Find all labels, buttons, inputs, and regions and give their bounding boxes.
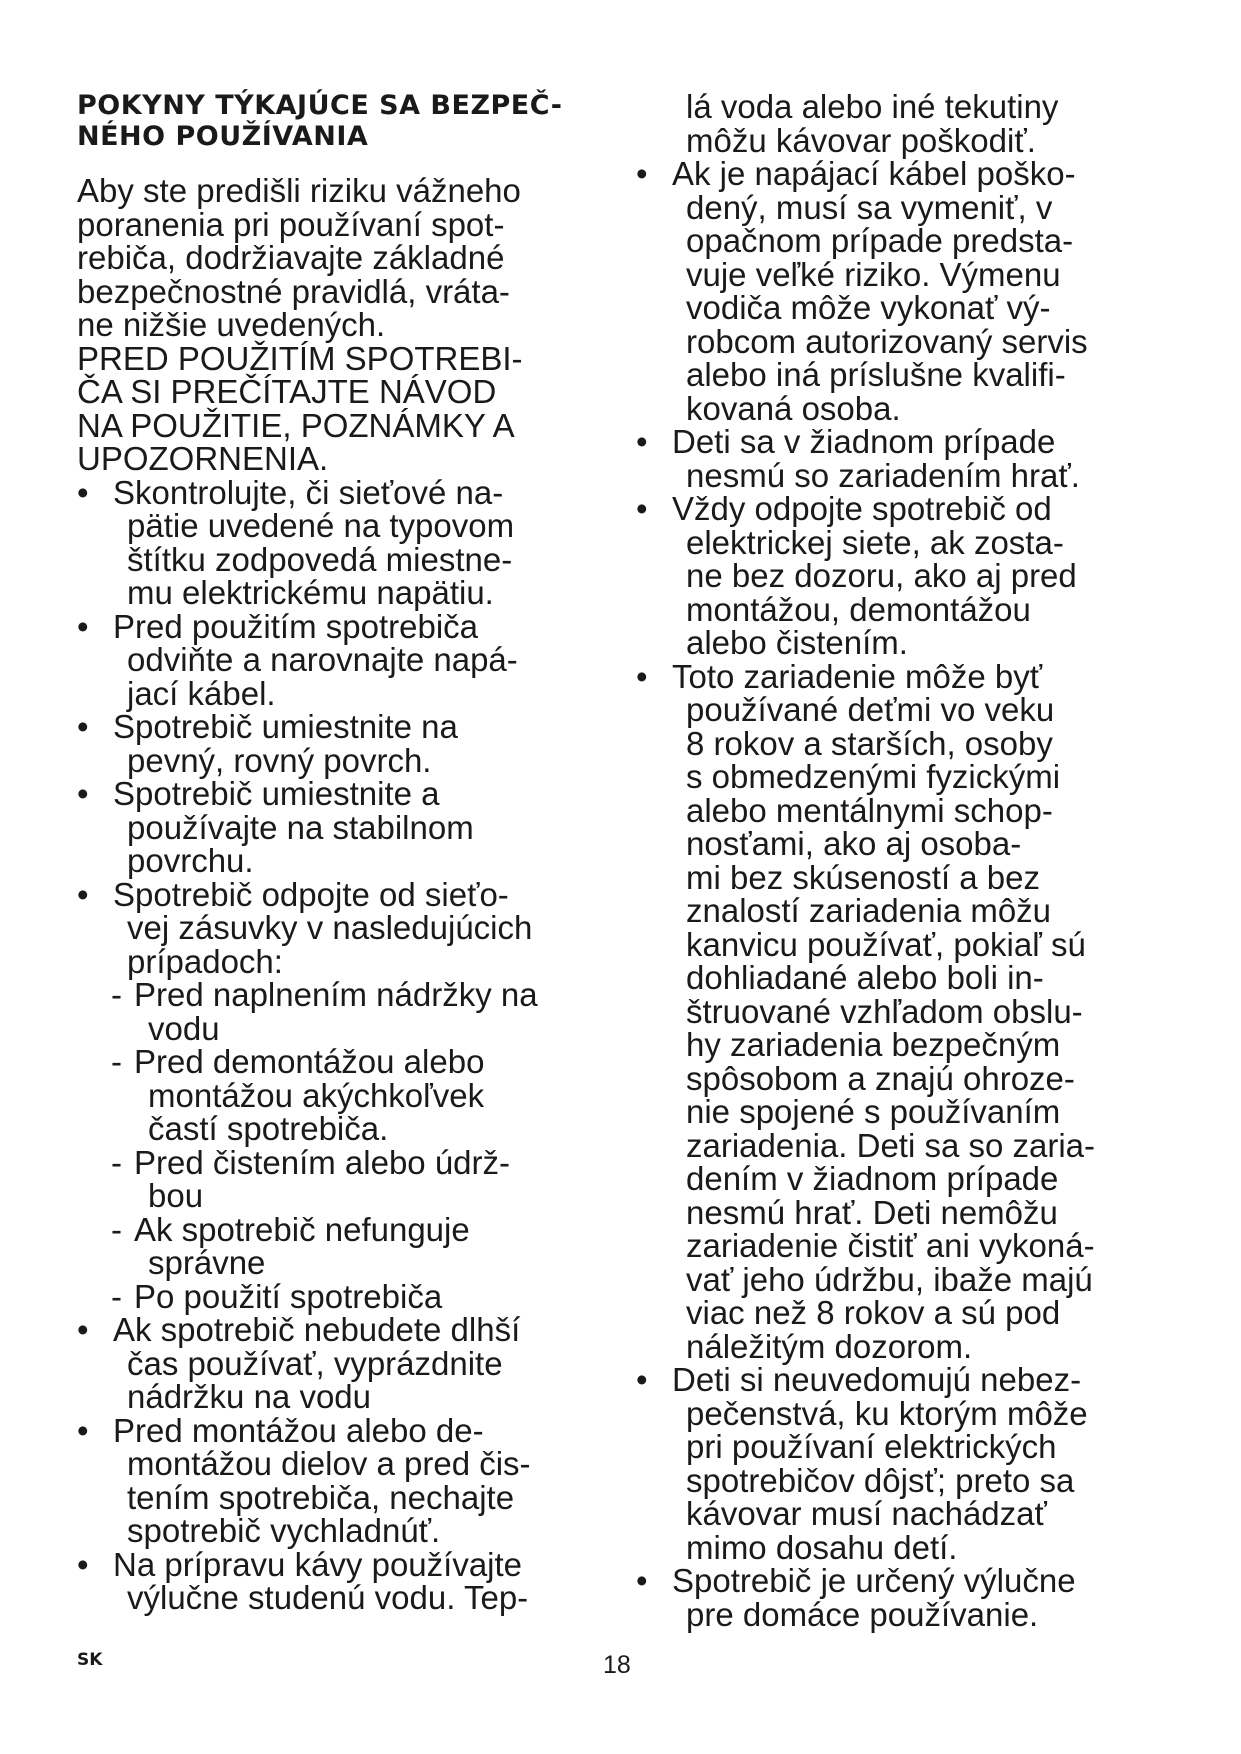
bullet-icon: •	[636, 423, 648, 460]
list-item-line: štítku zodpovedá miestne-	[127, 540, 513, 578]
list-item	[636, 492, 1196, 660]
page-number: 18	[603, 1651, 631, 1679]
list-item-line: Toto zariadenie môže byť	[672, 657, 1043, 695]
list-item-line: pečenstvá, ku ktorým môže	[686, 1394, 1088, 1432]
list-item-line: nosťami, ako aj osoba-	[686, 825, 1022, 862]
list-item-line: Pred naplnením nádržky na	[134, 976, 538, 1013]
list-item-line: 8 rokov a starších, osoby	[686, 724, 1053, 762]
bullet-icon: •	[77, 1411, 89, 1449]
list-item-line: viac než 8 rokov a sú pod	[686, 1294, 1061, 1331]
left-bullet-list	[77, 473, 617, 980]
list-item-line: odviňte a narovnajte napá-	[127, 641, 518, 678]
list-item-line: Deti si neuvedomujú nebez-	[672, 1361, 1082, 1398]
language-code: SK	[77, 1650, 103, 1670]
bullet-icon: •	[77, 473, 89, 511]
list-item-line: Vždy odpojte spotrebič od	[672, 490, 1052, 527]
sub-list-item	[77, 1045, 617, 1146]
bullet-icon: •	[77, 1545, 89, 1583]
list-item-line: tením spotrebiča, nechajte	[127, 1478, 515, 1516]
dash-icon: -	[111, 1210, 122, 1248]
list-item	[77, 875, 617, 980]
list-item	[77, 473, 617, 611]
bullet-icon: •	[77, 1311, 89, 1348]
list-item-line: opačnom prípade predsta-	[686, 222, 1074, 259]
list-item-line: používajte na stabilnom	[127, 808, 474, 846]
dash-icon: -	[111, 1043, 122, 1080]
list-item-line: nesmú hrať. Deti nemôžu	[686, 1193, 1058, 1231]
list-item-line: montážou, demontážou	[686, 590, 1031, 628]
list-item-line: ne bez dozoru, ako aj pred	[686, 557, 1077, 594]
list-item-line: bou	[148, 1177, 204, 1214]
list-item-line: kovaná osoba.	[686, 389, 901, 427]
list-item	[636, 425, 1196, 492]
right-column	[636, 90, 1196, 1631]
list-item-line: montážou dielov a pred čis-	[127, 1445, 531, 1482]
list-item-line: kávovar musí nachádzať	[686, 1495, 1047, 1532]
list-item-line: kanvicu používať, pokiaľ sú	[686, 925, 1086, 963]
list-item-line: alebo mentálnymi schop-	[686, 791, 1053, 829]
list-item-line: zariadenie čistiť ani vykoná-	[686, 1227, 1095, 1264]
list-item	[636, 1363, 1196, 1564]
list-item-line: Spotrebič je určený výlučne	[672, 1562, 1076, 1599]
list-item-line: mi bez skúseností a bez	[686, 858, 1041, 896]
list-item-line: vodu	[148, 1009, 220, 1047]
list-item	[77, 777, 617, 878]
list-item-line: dený, musí sa vymeniť, v	[686, 188, 1053, 226]
list-item-line: nie spojené s používaním	[686, 1093, 1061, 1130]
list-item-line: vuje veľké riziko. Výmenu	[686, 255, 1061, 293]
list-item-line: spôsobom a znajú ohroze-	[686, 1059, 1075, 1097]
list-item-line: čas používať, vyprázdnite	[127, 1344, 503, 1382]
heading-line: POKYNY TÝKAJÚCE SA BEZPEČ-	[77, 90, 563, 121]
sub-list-item	[77, 1143, 617, 1214]
section-heading	[77, 90, 617, 152]
bullet-icon: •	[636, 657, 648, 695]
list-item	[77, 710, 617, 777]
list-item-line: dením v žiadnom prípade	[686, 1160, 1059, 1197]
list-item-line: Po použití spotrebiča	[134, 1277, 443, 1315]
list-item-line: pri používaní elektrických	[686, 1428, 1057, 1465]
list-item-line: náležitým dozorom.	[686, 1327, 973, 1365]
dash-icon: -	[111, 1277, 122, 1315]
warning-caps: PRED POUŽITÍM SPOTREBI- ČA SI PREČÍTAJTE NÁVOD NA POUŽITIE, POZNÁMKY A UPOZORNENIA.	[77, 339, 523, 477]
list-item	[77, 1313, 617, 1414]
list-item-line: prípadoch:	[127, 942, 283, 980]
list-item-line: Ak spotrebič nebudete dlhší	[113, 1311, 521, 1348]
unplug-cases-list	[77, 978, 617, 1313]
list-item	[636, 1564, 1196, 1631]
list-item-line: Spotrebič umiestnite na	[113, 708, 458, 745]
heading-line: NÉHO POUŽÍVANIA	[77, 121, 369, 152]
list-item-line: nádržku na vodu	[127, 1378, 372, 1415]
dash-icon: -	[111, 976, 122, 1013]
list-item-line: Ak je napájací kábel poško-	[672, 155, 1076, 192]
left-column	[77, 90, 617, 1615]
list-item	[636, 157, 1196, 425]
list-item-line: výlučne studenú vodu. Tep-	[127, 1579, 529, 1616]
list-item-line: Spotrebič odpojte od sieťo-	[113, 875, 509, 913]
list-item-line: štruované vzhľadom obslu-	[686, 992, 1083, 1030]
list-item-line: pevný, rovný povrch.	[127, 741, 432, 779]
bullet-icon: •	[77, 708, 89, 745]
list-item-line: jací kábel.	[127, 674, 276, 712]
list-item-line: vodiča môže vykonať vý-	[686, 289, 1051, 326]
list-item-line: Skontrolujte, či sieťové na-	[113, 473, 504, 511]
right-bullet-list	[636, 157, 1196, 1631]
list-item	[77, 1411, 617, 1549]
intro-paragraph: Aby ste predišli riziku vážneho poranenia pri používaní spot- rebiča, dodržiavajte základné bezpečnostné pravidlá, vráta- ne nižšie uvedených.	[77, 172, 521, 343]
list-item-line: Pred montážou alebo de-	[113, 1411, 484, 1449]
list-item-line: správne	[148, 1244, 266, 1281]
list-item-line: Pred demontážou alebo	[134, 1043, 485, 1080]
list-item-line: s obmedzenými fyzickými	[686, 758, 1061, 795]
list-item	[77, 607, 617, 712]
list-item-line: spotrebič vychladnúť.	[127, 1512, 441, 1549]
list-item-line: hy zariadenia bezpečným	[686, 1026, 1061, 1063]
continued-text: lá voda alebo iné tekutiny môžu kávovar poškodiť.	[686, 88, 1059, 159]
list-item-line: spotrebičov dôjsť; preto sa	[686, 1461, 1075, 1499]
bullet-icon: •	[636, 490, 648, 527]
sub-list-item	[77, 1210, 617, 1281]
list-item-line: Na prípravu kávy používajte	[113, 1545, 523, 1583]
list-item-line: robcom autorizovaný servis	[686, 322, 1088, 360]
bullet-icon: •	[636, 1361, 648, 1398]
list-item-line: elektrickej siete, ak zosta-	[686, 523, 1064, 561]
list-item-line: znalostí zariadenia môžu	[686, 892, 1052, 929]
sub-list-item	[77, 978, 617, 1045]
list-item-line: alebo iná príslušne kvalifi-	[686, 356, 1066, 393]
list-item-line: alebo čistením.	[686, 624, 908, 661]
bullet-icon: •	[77, 607, 89, 645]
list-item-line: Spotrebič umiestnite a	[113, 775, 440, 812]
list-item-line: montážou akýchkoľvek	[148, 1076, 485, 1114]
left-bullet-list-2	[77, 1313, 617, 1615]
list-item-line: nesmú so zariadením hrať.	[686, 456, 1080, 494]
bullet-icon: •	[636, 1562, 648, 1599]
dash-icon: -	[111, 1143, 122, 1181]
list-item-line: Deti sa v žiadnom prípade	[672, 423, 1056, 460]
bullet-icon: •	[636, 155, 648, 192]
list-item-line: častí spotrebiča.	[148, 1110, 389, 1147]
list-item-line: Pred čistením alebo údrž-	[134, 1143, 511, 1181]
list-item-line: Ak spotrebič nefunguje	[134, 1210, 470, 1248]
list-item-line: vať jeho údržbu, ibaže majú	[686, 1260, 1093, 1298]
bullet-icon: •	[77, 875, 89, 913]
list-item-line: vej zásuvky v nasledujúcich	[127, 909, 533, 946]
list-item-line: pätie uvedené na typovom	[127, 507, 515, 544]
list-item	[636, 657, 1196, 1365]
list-item-line: mimo dosahu detí.	[686, 1528, 958, 1566]
list-item-line: používané deťmi vo veku	[686, 691, 1055, 728]
list-item-line: dohliadané alebo boli in-	[686, 959, 1044, 996]
list-item-line: povrchu.	[127, 842, 254, 879]
list-item-line: Pred použitím spotrebiča	[113, 607, 479, 645]
sub-list-item	[77, 1277, 617, 1315]
list-item-line: zariadenia. Deti sa so zaria-	[686, 1126, 1096, 1164]
list-item-line: mu elektrickému napätiu.	[127, 574, 494, 611]
list-item	[77, 1545, 617, 1616]
list-item-line: pre domáce používanie.	[686, 1595, 1039, 1633]
bullet-icon: •	[77, 775, 89, 812]
